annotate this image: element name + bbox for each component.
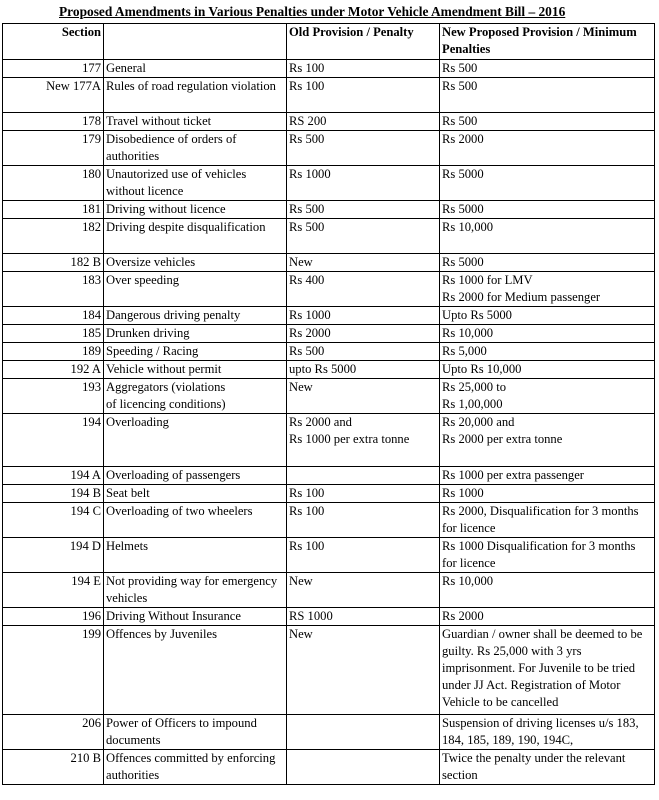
- cell-old-provision: [287, 78, 440, 113]
- cell-description-text: Unautorized use of vehicles without licence: [106, 167, 247, 198]
- cell-new-provision-text: Rs 25,000 to Rs 1,00,000: [442, 380, 507, 411]
- cell-section-text: 184: [82, 308, 101, 322]
- cell-description: [104, 219, 287, 254]
- cell-section-text: 183: [82, 273, 101, 287]
- cell-old-provision: [287, 219, 440, 254]
- penalty-table: [2, 23, 655, 785]
- cell-description: [104, 414, 287, 467]
- cell-section: [3, 573, 104, 608]
- cell-old-provision: [287, 60, 440, 78]
- cell-description-text: Vehicle without permit: [106, 362, 222, 376]
- cell-section: [3, 78, 104, 113]
- cell-old-provision: [287, 131, 440, 166]
- cell-old-provision: [287, 325, 440, 343]
- cell-old-provision: [287, 201, 440, 219]
- table-row: [3, 60, 655, 78]
- cell-old-provision: [287, 503, 440, 538]
- cell-section: [3, 626, 104, 715]
- cell-section: [3, 307, 104, 325]
- cell-section-text: 178: [82, 114, 101, 128]
- table-body: [3, 60, 655, 785]
- cell-old-provision: [287, 485, 440, 503]
- table-header-row: [3, 24, 655, 60]
- table-row: [3, 343, 655, 361]
- cell-new-provision-text: Rs 1000 per extra passenger: [442, 468, 584, 482]
- cell-section-text: 196: [82, 609, 101, 623]
- cell-new-provision-text: Rs 5,000: [442, 344, 487, 358]
- cell-new-provision: [440, 60, 655, 78]
- cell-new-provision-text: Upto Rs 5000: [442, 308, 512, 322]
- table-row: [3, 750, 655, 785]
- cell-section-text: 181: [82, 202, 101, 216]
- cell-new-provision-text: Guardian / owner shall be deemed to be guilty. Rs 25,000 with 3 yrs imprisonment. For Juvenile to be tried under JJ Act. Registration of Motor Vehicle to be cancelled: [442, 627, 643, 709]
- cell-description: [104, 166, 287, 201]
- cell-description: [104, 113, 287, 131]
- cell-new-provision-text: Rs 1000 Disqualification for 3 months for licence: [442, 539, 636, 570]
- cell-section: [3, 538, 104, 573]
- cell-description-text: Not providing way for emergency vehicles: [106, 574, 278, 605]
- cell-section: [3, 361, 104, 379]
- cell-new-provision: [440, 715, 655, 750]
- cell-new-provision: [440, 325, 655, 343]
- cell-new-provision: [440, 414, 655, 467]
- cell-section-text: 194 C: [70, 504, 101, 518]
- cell-new-provision-text: Rs 500: [442, 114, 478, 128]
- cell-description-text: Offences by Juveniles: [106, 627, 217, 641]
- cell-section-text: 194 D: [69, 539, 101, 553]
- table-row: [3, 325, 655, 343]
- cell-description: [104, 485, 287, 503]
- cell-new-provision-text: Rs 5000: [442, 202, 484, 216]
- table-row: [3, 485, 655, 503]
- cell-new-provision: [440, 485, 655, 503]
- cell-new-provision: [440, 254, 655, 272]
- cell-description-text: General: [106, 61, 146, 75]
- cell-old-provision: [287, 715, 440, 750]
- cell-old-provision: [287, 573, 440, 608]
- cell-old-provision-text: RS 1000: [289, 609, 333, 623]
- cell-old-provision: [287, 254, 440, 272]
- cell-old-provision: [287, 414, 440, 467]
- table-row: [3, 78, 655, 113]
- cell-section-text: New 177A: [46, 79, 101, 93]
- cell-old-provision-text: RS 200: [289, 114, 327, 128]
- cell-old-provision: [287, 626, 440, 715]
- cell-old-provision: [287, 361, 440, 379]
- cell-description-text: Disobedience of orders of authorities: [106, 132, 237, 163]
- cell-old-provision-text: Rs 500: [289, 220, 325, 234]
- cell-new-provision-text: Rs 10,000: [442, 574, 494, 588]
- cell-old-provision-text: Rs 100: [289, 79, 325, 93]
- cell-new-provision: [440, 166, 655, 201]
- cell-description: [104, 608, 287, 626]
- cell-old-provision-text: Rs 400: [289, 273, 325, 287]
- cell-new-provision: [440, 573, 655, 608]
- cell-section: [3, 254, 104, 272]
- table-row: [3, 538, 655, 573]
- cell-description: [104, 131, 287, 166]
- cell-new-provision: [440, 608, 655, 626]
- cell-old-provision: [287, 343, 440, 361]
- cell-old-provision: [287, 608, 440, 626]
- cell-section-text: 210 B: [70, 751, 101, 765]
- cell-section: [3, 715, 104, 750]
- cell-new-provision: [440, 750, 655, 785]
- cell-section: [3, 201, 104, 219]
- cell-new-provision: [440, 467, 655, 485]
- cell-section-text: 194 A: [70, 468, 101, 482]
- cell-description-text: Over speeding: [106, 273, 180, 287]
- cell-new-provision-text: Rs 2000: [442, 609, 484, 623]
- cell-old-provision-text: Rs 100: [289, 539, 325, 553]
- table-row: [3, 361, 655, 379]
- cell-description: [104, 467, 287, 485]
- header-new-provision: New Proposed Provision / Minimum Penalties: [440, 24, 655, 60]
- cell-new-provision: [440, 343, 655, 361]
- cell-new-provision-text: Rs 5000: [442, 255, 484, 269]
- cell-old-provision-text: Rs 100: [289, 504, 325, 518]
- cell-old-provision-text: Rs 1000: [289, 167, 331, 181]
- table-row: [3, 307, 655, 325]
- cell-old-provision-text: Rs 500: [289, 202, 325, 216]
- table-row: [3, 503, 655, 538]
- cell-new-provision: [440, 219, 655, 254]
- table-row: [3, 113, 655, 131]
- cell-description-text: Dangerous driving penalty: [106, 308, 241, 322]
- cell-section: [3, 467, 104, 485]
- cell-description-text: Driving without licence: [106, 202, 226, 216]
- cell-section-text: 182: [82, 220, 101, 234]
- table-row: [3, 131, 655, 166]
- cell-new-provision-text: Rs 5000: [442, 167, 484, 181]
- cell-description-text: Seat belt: [106, 486, 150, 500]
- cell-new-provision: [440, 361, 655, 379]
- cell-section-text: 182 B: [70, 255, 101, 269]
- cell-old-provision: [287, 166, 440, 201]
- cell-description-text: Aggregators (violations of licencing conditions): [106, 380, 226, 411]
- cell-section: [3, 608, 104, 626]
- cell-old-provision-text: Rs 2000 and Rs 1000 per extra tonne: [289, 415, 410, 446]
- table-row: [3, 166, 655, 201]
- cell-description: [104, 325, 287, 343]
- cell-description-text: Helmets: [106, 539, 148, 553]
- table-row: [3, 715, 655, 750]
- cell-old-provision-text: Rs 100: [289, 61, 325, 75]
- cell-new-provision: [440, 503, 655, 538]
- cell-description: [104, 272, 287, 307]
- table-row: [3, 201, 655, 219]
- table-row: [3, 379, 655, 414]
- cell-section: [3, 325, 104, 343]
- cell-new-provision-text: Rs 2000, Disqualification for 3 months for licence: [442, 504, 639, 535]
- cell-description-text: Driving despite disqualification: [106, 220, 266, 234]
- cell-description: [104, 201, 287, 219]
- cell-old-provision-text: Rs 100: [289, 486, 325, 500]
- cell-section-text: 179: [82, 132, 101, 146]
- cell-description: [104, 503, 287, 538]
- cell-new-provision: [440, 272, 655, 307]
- cell-description: [104, 361, 287, 379]
- cell-description: [104, 254, 287, 272]
- cell-description-text: Rules of road regulation violation: [106, 79, 276, 93]
- table-row: [3, 626, 655, 715]
- cell-new-provision-text: Rs 2000: [442, 132, 484, 146]
- table-row: [3, 414, 655, 467]
- cell-old-provision-text: New: [289, 574, 313, 588]
- header-old-provision: Old Provision / Penalty: [287, 24, 440, 60]
- table-row: [3, 608, 655, 626]
- table-row: [3, 467, 655, 485]
- cell-section: [3, 219, 104, 254]
- cell-description: [104, 60, 287, 78]
- cell-new-provision-text: Suspension of driving licenses u/s 183, 184, 185, 189, 190, 194C,: [442, 716, 639, 747]
- cell-new-provision-text: Rs 500: [442, 79, 478, 93]
- cell-old-provision-text: New: [289, 255, 313, 269]
- cell-section: [3, 485, 104, 503]
- cell-old-provision-text: Rs 2000: [289, 326, 331, 340]
- cell-description-text: Overloading of two wheelers: [106, 504, 253, 518]
- page-title: Proposed Amendments in Various Penalties under Motor Vehicle Amendment Bill – 2016: [59, 4, 566, 19]
- cell-section-text: 185: [82, 326, 101, 340]
- cell-description: [104, 626, 287, 715]
- cell-new-provision: [440, 538, 655, 573]
- cell-new-provision-text: Rs 10,000: [442, 220, 494, 234]
- cell-description-text: Overloading of passengers: [106, 468, 241, 482]
- cell-section: [3, 343, 104, 361]
- cell-new-provision: [440, 379, 655, 414]
- cell-old-provision: [287, 307, 440, 325]
- cell-description: [104, 307, 287, 325]
- table-row: [3, 272, 655, 307]
- cell-section: [3, 166, 104, 201]
- table-row: [3, 254, 655, 272]
- cell-section-text: 189: [82, 344, 101, 358]
- cell-new-provision: [440, 626, 655, 715]
- cell-new-provision: [440, 113, 655, 131]
- cell-section: [3, 503, 104, 538]
- cell-old-provision-text: upto Rs 5000: [289, 362, 357, 376]
- header-description: [104, 24, 287, 60]
- cell-old-provision-text: Rs 1000: [289, 308, 331, 322]
- cell-old-provision: [287, 467, 440, 485]
- cell-description-text: Drunken driving: [106, 326, 190, 340]
- cell-section: [3, 60, 104, 78]
- cell-old-provision: [287, 538, 440, 573]
- cell-section: [3, 131, 104, 166]
- cell-new-provision-text: Rs 1000: [442, 486, 484, 500]
- cell-old-provision-text: Rs 500: [289, 344, 325, 358]
- cell-section-text: 199: [82, 627, 101, 641]
- cell-description: [104, 343, 287, 361]
- cell-new-provision-text: Rs 500: [442, 61, 478, 75]
- cell-new-provision-text: Twice the penalty under the relevant section: [442, 751, 626, 782]
- cell-description-text: Overloading: [106, 415, 169, 429]
- cell-old-provision-text: Rs 500: [289, 132, 325, 146]
- cell-section: [3, 414, 104, 467]
- cell-old-provision: [287, 750, 440, 785]
- cell-section-text: 194 E: [71, 574, 101, 588]
- header-section: Section: [3, 24, 104, 60]
- cell-description: [104, 538, 287, 573]
- cell-description-text: Speeding / Racing: [106, 344, 199, 358]
- cell-section-text: 180: [82, 167, 101, 181]
- cell-section: [3, 113, 104, 131]
- cell-section: [3, 750, 104, 785]
- cell-section-text: 193: [82, 380, 101, 394]
- cell-new-provision-text: Upto Rs 10,000: [442, 362, 522, 376]
- cell-description: [104, 379, 287, 414]
- table-row: [3, 573, 655, 608]
- cell-new-provision: [440, 131, 655, 166]
- cell-new-provision-text: Rs 20,000 and Rs 2000 per extra tonne: [442, 415, 563, 446]
- cell-description: [104, 750, 287, 785]
- table-row: [3, 219, 655, 254]
- cell-old-provision: [287, 113, 440, 131]
- cell-new-provision: [440, 307, 655, 325]
- cell-new-provision-text: Rs 1000 for LMV Rs 2000 for Medium passenger: [442, 273, 601, 304]
- cell-section: [3, 379, 104, 414]
- cell-section: [3, 272, 104, 307]
- cell-old-provision: [287, 272, 440, 307]
- cell-description: [104, 715, 287, 750]
- cell-old-provision: [287, 379, 440, 414]
- cell-section-text: 194: [82, 415, 101, 429]
- cell-new-provision: [440, 78, 655, 113]
- cell-description: [104, 573, 287, 608]
- cell-section-text: 206: [82, 716, 101, 730]
- cell-description-text: Travel without ticket: [106, 114, 212, 128]
- cell-old-provision-text: New: [289, 380, 313, 394]
- cell-description-text: Oversize vehicles: [106, 255, 196, 269]
- cell-section-text: 177: [82, 61, 101, 75]
- cell-description-text: Power of Officers to impound documents: [106, 716, 257, 747]
- cell-description-text: Offences committed by enforcing authorities: [106, 751, 276, 782]
- cell-section-text: 192 A: [70, 362, 101, 376]
- cell-old-provision-text: New: [289, 627, 313, 641]
- cell-new-provision-text: Rs 10,000: [442, 326, 494, 340]
- cell-new-provision: [440, 201, 655, 219]
- cell-description-text: Driving Without Insurance: [106, 609, 241, 623]
- cell-description: [104, 78, 287, 113]
- cell-section-text: 194 B: [70, 486, 101, 500]
